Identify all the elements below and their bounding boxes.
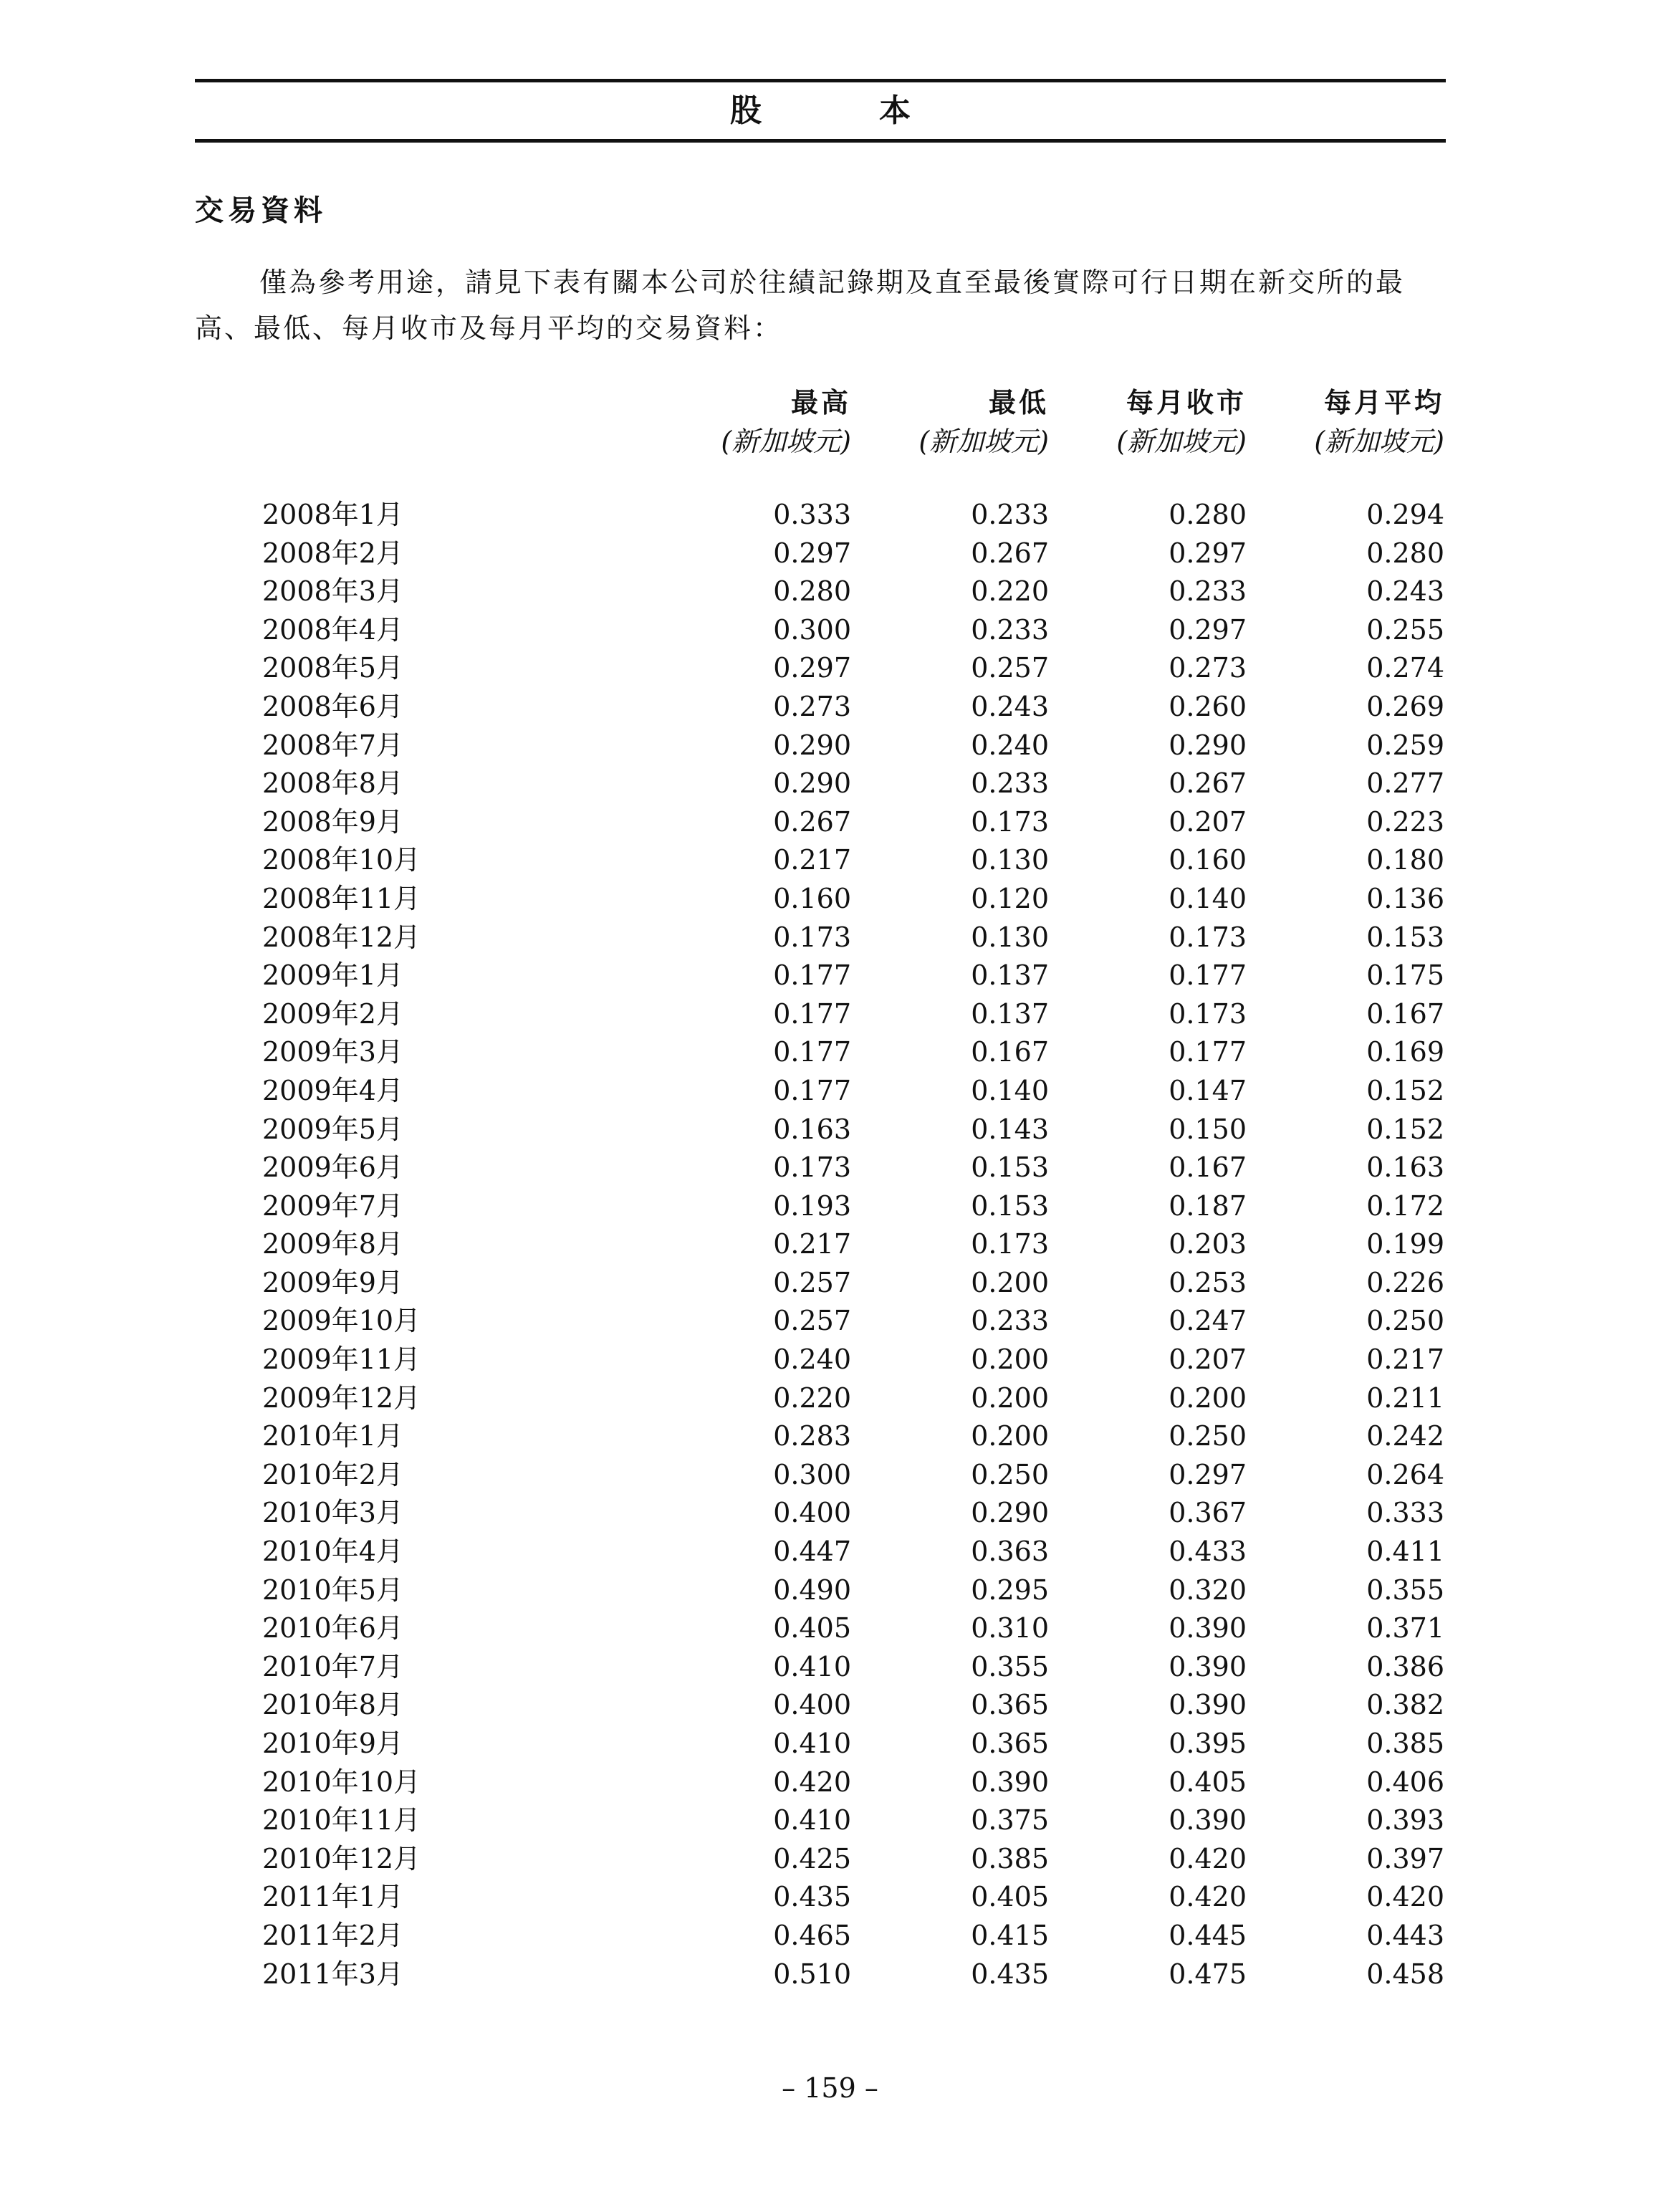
high-cell: 0.217 bbox=[773, 844, 851, 876]
table-row bbox=[195, 1302, 1446, 1341]
month-cell: 2011年2月 bbox=[262, 1919, 403, 1951]
table-row bbox=[195, 1072, 1446, 1111]
table-row bbox=[195, 1417, 1446, 1456]
header-top-rule bbox=[195, 79, 1446, 82]
low-cell: 0.363 bbox=[971, 1536, 1049, 1568]
close-cell: 0.395 bbox=[1169, 1728, 1247, 1759]
low-cell: 0.365 bbox=[971, 1728, 1049, 1759]
month-cell: 2010年5月 bbox=[262, 1574, 403, 1606]
month-cell: 2008年5月 bbox=[262, 652, 403, 684]
close-cell: 0.167 bbox=[1169, 1152, 1247, 1184]
low-cell: 0.290 bbox=[971, 1497, 1049, 1529]
month-cell: 2008年8月 bbox=[262, 767, 403, 800]
month-cell: 2009年6月 bbox=[262, 1152, 403, 1184]
average-cell: 0.411 bbox=[1366, 1536, 1444, 1568]
month-cell: 2010年8月 bbox=[262, 1689, 403, 1721]
table-row bbox=[195, 1187, 1446, 1226]
high-cell: 0.420 bbox=[773, 1766, 851, 1798]
low-cell: 0.385 bbox=[971, 1842, 1049, 1875]
close-cell: 0.420 bbox=[1169, 1842, 1247, 1875]
month-cell: 2008年6月 bbox=[262, 690, 403, 722]
table-row bbox=[195, 1033, 1446, 1072]
table-header-row bbox=[195, 381, 1446, 424]
high-cell: 0.400 bbox=[773, 1497, 851, 1529]
month-cell: 2009年4月 bbox=[262, 1074, 403, 1106]
month-cell: 2010年9月 bbox=[262, 1728, 403, 1759]
month-cell: 2009年12月 bbox=[262, 1382, 421, 1414]
table-row bbox=[195, 1264, 1446, 1303]
close-cell: 0.290 bbox=[1169, 729, 1247, 761]
low-cell: 0.257 bbox=[971, 652, 1049, 684]
month-cell: 2008年11月 bbox=[262, 882, 421, 914]
average-cell: 0.175 bbox=[1366, 959, 1444, 992]
month-cell: 2008年4月 bbox=[262, 613, 403, 646]
unit-average: (新加坡元) bbox=[1314, 426, 1444, 457]
high-cell: 0.410 bbox=[773, 1650, 851, 1682]
low-cell: 0.200 bbox=[971, 1266, 1049, 1298]
high-cell: 0.447 bbox=[773, 1536, 851, 1568]
high-cell: 0.177 bbox=[773, 959, 851, 992]
low-cell: 0.143 bbox=[971, 1113, 1049, 1145]
table-row bbox=[195, 1725, 1446, 1763]
table-row bbox=[195, 1341, 1446, 1379]
average-cell: 0.294 bbox=[1366, 499, 1444, 530]
average-cell: 0.153 bbox=[1366, 921, 1444, 953]
month-cell: 2008年3月 bbox=[262, 575, 403, 608]
table-row bbox=[195, 1225, 1446, 1264]
average-cell: 0.333 bbox=[1366, 1497, 1444, 1529]
low-cell: 0.435 bbox=[971, 1958, 1049, 1990]
month-cell: 2008年7月 bbox=[262, 729, 403, 761]
low-cell: 0.250 bbox=[971, 1458, 1049, 1490]
high-cell: 0.425 bbox=[773, 1842, 851, 1875]
table-row bbox=[195, 841, 1446, 880]
close-cell: 0.390 bbox=[1169, 1612, 1247, 1644]
low-cell: 0.137 bbox=[971, 959, 1049, 992]
average-cell: 0.250 bbox=[1366, 1305, 1444, 1337]
low-cell: 0.233 bbox=[971, 767, 1049, 800]
high-cell: 0.297 bbox=[773, 652, 851, 684]
high-cell: 0.300 bbox=[773, 613, 851, 646]
close-cell: 0.273 bbox=[1169, 652, 1247, 684]
high-cell: 0.173 bbox=[773, 921, 851, 953]
low-cell: 0.405 bbox=[971, 1881, 1049, 1913]
table-row bbox=[195, 496, 1446, 535]
close-cell: 0.260 bbox=[1169, 690, 1247, 722]
close-cell: 0.390 bbox=[1169, 1650, 1247, 1682]
average-cell: 0.211 bbox=[1366, 1382, 1444, 1414]
average-cell: 0.172 bbox=[1366, 1189, 1444, 1222]
table-row bbox=[195, 1609, 1446, 1648]
month-cell: 2010年11月 bbox=[262, 1804, 421, 1837]
table-row bbox=[195, 1840, 1446, 1879]
close-cell: 0.187 bbox=[1169, 1189, 1247, 1222]
month-cell: 2010年10月 bbox=[262, 1766, 421, 1798]
average-cell: 0.199 bbox=[1366, 1228, 1444, 1260]
month-cell: 2009年7月 bbox=[262, 1189, 403, 1222]
table-unit-row bbox=[195, 420, 1446, 463]
close-cell: 0.280 bbox=[1169, 499, 1247, 530]
close-cell: 0.390 bbox=[1169, 1689, 1247, 1721]
table-row bbox=[195, 1149, 1446, 1187]
low-cell: 0.267 bbox=[971, 537, 1049, 569]
month-cell: 2009年1月 bbox=[262, 959, 403, 992]
page-number: – 159 – bbox=[782, 2072, 878, 2104]
average-cell: 0.169 bbox=[1366, 1036, 1444, 1068]
table-row bbox=[195, 957, 1446, 995]
average-cell: 0.386 bbox=[1366, 1650, 1444, 1682]
average-cell: 0.243 bbox=[1366, 575, 1444, 608]
table-row bbox=[195, 1878, 1446, 1917]
low-cell: 0.153 bbox=[971, 1152, 1049, 1184]
header-close: 每月收市 bbox=[1126, 386, 1247, 418]
high-cell: 0.240 bbox=[773, 1344, 851, 1376]
table-row bbox=[195, 1379, 1446, 1418]
high-cell: 0.290 bbox=[773, 729, 851, 761]
close-cell: 0.297 bbox=[1169, 613, 1247, 646]
average-cell: 0.443 bbox=[1366, 1919, 1444, 1951]
low-cell: 0.375 bbox=[971, 1804, 1049, 1837]
low-cell: 0.310 bbox=[971, 1612, 1049, 1644]
page-header-title: 股 本 bbox=[730, 92, 954, 129]
low-cell: 0.240 bbox=[971, 729, 1049, 761]
unit-close: (新加坡元) bbox=[1116, 426, 1247, 457]
close-cell: 0.147 bbox=[1169, 1074, 1247, 1106]
high-cell: 0.333 bbox=[773, 499, 851, 530]
average-cell: 0.264 bbox=[1366, 1458, 1444, 1490]
close-cell: 0.320 bbox=[1169, 1574, 1247, 1606]
close-cell: 0.173 bbox=[1169, 921, 1247, 953]
close-cell: 0.207 bbox=[1169, 805, 1247, 838]
high-cell: 0.163 bbox=[773, 1113, 851, 1145]
unit-high: (新加坡元) bbox=[721, 426, 851, 457]
month-cell: 2008年1月 bbox=[262, 499, 403, 530]
table-row bbox=[195, 803, 1446, 842]
close-cell: 0.253 bbox=[1169, 1266, 1247, 1298]
high-cell: 0.290 bbox=[773, 767, 851, 800]
table-row bbox=[195, 1955, 1446, 1994]
table-row bbox=[195, 649, 1446, 688]
average-cell: 0.269 bbox=[1366, 690, 1444, 722]
month-cell: 2009年10月 bbox=[262, 1305, 421, 1337]
close-cell: 0.420 bbox=[1169, 1881, 1247, 1913]
unit-low: (新加坡元) bbox=[918, 426, 1049, 457]
close-cell: 0.267 bbox=[1169, 767, 1247, 800]
low-cell: 0.415 bbox=[971, 1919, 1049, 1951]
month-cell: 2008年10月 bbox=[262, 844, 421, 876]
average-cell: 0.382 bbox=[1366, 1689, 1444, 1721]
average-cell: 0.226 bbox=[1366, 1266, 1444, 1298]
high-cell: 0.435 bbox=[773, 1881, 851, 1913]
table-row bbox=[195, 727, 1446, 765]
section-title: 交易資料 bbox=[195, 193, 327, 227]
average-cell: 0.163 bbox=[1366, 1152, 1444, 1184]
low-cell: 0.355 bbox=[971, 1650, 1049, 1682]
month-cell: 2010年1月 bbox=[262, 1420, 403, 1452]
close-cell: 0.297 bbox=[1169, 1458, 1247, 1490]
high-cell: 0.410 bbox=[773, 1728, 851, 1759]
month-cell: 2009年2月 bbox=[262, 997, 403, 1030]
table-row bbox=[195, 1763, 1446, 1802]
close-cell: 0.203 bbox=[1169, 1228, 1247, 1260]
table-row bbox=[195, 1917, 1446, 1955]
low-cell: 0.233 bbox=[971, 1305, 1049, 1337]
high-cell: 0.280 bbox=[773, 575, 851, 608]
table-row bbox=[195, 573, 1446, 611]
low-cell: 0.140 bbox=[971, 1074, 1049, 1106]
table-row bbox=[195, 611, 1446, 650]
average-cell: 0.371 bbox=[1366, 1612, 1444, 1644]
close-cell: 0.173 bbox=[1169, 997, 1247, 1030]
low-cell: 0.233 bbox=[971, 613, 1049, 646]
high-cell: 0.160 bbox=[773, 882, 851, 914]
month-cell: 2008年2月 bbox=[262, 537, 403, 569]
high-cell: 0.177 bbox=[773, 1036, 851, 1068]
low-cell: 0.233 bbox=[971, 499, 1049, 530]
close-cell: 0.160 bbox=[1169, 844, 1247, 876]
close-cell: 0.207 bbox=[1169, 1344, 1247, 1376]
table-row bbox=[195, 1801, 1446, 1840]
low-cell: 0.200 bbox=[971, 1344, 1049, 1376]
average-cell: 0.242 bbox=[1366, 1420, 1444, 1452]
low-cell: 0.137 bbox=[971, 997, 1049, 1030]
month-cell: 2009年8月 bbox=[262, 1228, 403, 1260]
average-cell: 0.397 bbox=[1366, 1842, 1444, 1875]
month-cell: 2009年3月 bbox=[262, 1036, 403, 1068]
close-cell: 0.297 bbox=[1169, 537, 1247, 569]
table-row bbox=[195, 535, 1446, 573]
low-cell: 0.130 bbox=[971, 844, 1049, 876]
high-cell: 0.220 bbox=[773, 1382, 851, 1414]
average-cell: 0.152 bbox=[1366, 1074, 1444, 1106]
trading-data-table bbox=[195, 496, 1446, 1993]
high-cell: 0.193 bbox=[773, 1189, 851, 1222]
low-cell: 0.130 bbox=[971, 921, 1049, 953]
low-cell: 0.295 bbox=[971, 1574, 1049, 1606]
average-cell: 0.152 bbox=[1366, 1113, 1444, 1145]
average-cell: 0.223 bbox=[1366, 805, 1444, 838]
high-cell: 0.177 bbox=[773, 1074, 851, 1106]
table-row bbox=[195, 1456, 1446, 1495]
high-cell: 0.490 bbox=[773, 1574, 851, 1606]
close-cell: 0.247 bbox=[1169, 1305, 1247, 1337]
average-cell: 0.385 bbox=[1366, 1728, 1444, 1759]
low-cell: 0.200 bbox=[971, 1382, 1049, 1414]
average-cell: 0.274 bbox=[1366, 652, 1444, 684]
high-cell: 0.410 bbox=[773, 1804, 851, 1837]
close-cell: 0.475 bbox=[1169, 1958, 1247, 1990]
high-cell: 0.400 bbox=[773, 1689, 851, 1721]
average-cell: 0.393 bbox=[1366, 1804, 1444, 1837]
low-cell: 0.173 bbox=[971, 805, 1049, 838]
month-cell: 2009年5月 bbox=[262, 1113, 403, 1145]
high-cell: 0.300 bbox=[773, 1458, 851, 1490]
low-cell: 0.200 bbox=[971, 1420, 1049, 1452]
month-cell: 2008年9月 bbox=[262, 805, 403, 838]
table-row bbox=[195, 1111, 1446, 1149]
average-cell: 0.259 bbox=[1366, 729, 1444, 761]
average-cell: 0.355 bbox=[1366, 1574, 1444, 1606]
close-cell: 0.177 bbox=[1169, 959, 1247, 992]
close-cell: 0.445 bbox=[1169, 1919, 1247, 1951]
high-cell: 0.405 bbox=[773, 1612, 851, 1644]
month-cell: 2010年4月 bbox=[262, 1536, 403, 1568]
average-cell: 0.136 bbox=[1366, 882, 1444, 914]
table-row bbox=[195, 765, 1446, 803]
close-cell: 0.367 bbox=[1169, 1497, 1247, 1529]
high-cell: 0.510 bbox=[773, 1958, 851, 1990]
average-cell: 0.458 bbox=[1366, 1958, 1444, 1990]
header-low: 最低 bbox=[988, 386, 1049, 418]
month-cell: 2011年3月 bbox=[262, 1958, 403, 1990]
low-cell: 0.120 bbox=[971, 882, 1049, 914]
close-cell: 0.177 bbox=[1169, 1036, 1247, 1068]
header-average: 每月平均 bbox=[1323, 386, 1444, 418]
low-cell: 0.365 bbox=[971, 1689, 1049, 1721]
month-cell: 2009年11月 bbox=[262, 1344, 421, 1376]
average-cell: 0.167 bbox=[1366, 997, 1444, 1030]
average-cell: 0.180 bbox=[1366, 844, 1444, 876]
month-cell: 2009年9月 bbox=[262, 1266, 403, 1298]
close-cell: 0.390 bbox=[1169, 1804, 1247, 1837]
table-row bbox=[195, 1533, 1446, 1571]
table-row bbox=[195, 880, 1446, 919]
header-high: 最高 bbox=[790, 386, 851, 418]
average-cell: 0.420 bbox=[1366, 1881, 1444, 1913]
close-cell: 0.250 bbox=[1169, 1420, 1247, 1452]
average-cell: 0.406 bbox=[1366, 1766, 1444, 1798]
table-row bbox=[195, 1571, 1446, 1610]
low-cell: 0.390 bbox=[971, 1766, 1049, 1798]
high-cell: 0.297 bbox=[773, 537, 851, 569]
close-cell: 0.405 bbox=[1169, 1766, 1247, 1798]
table-row bbox=[195, 995, 1446, 1034]
high-cell: 0.173 bbox=[773, 1152, 851, 1184]
close-cell: 0.140 bbox=[1169, 882, 1247, 914]
close-cell: 0.200 bbox=[1169, 1382, 1247, 1414]
high-cell: 0.283 bbox=[773, 1420, 851, 1452]
high-cell: 0.267 bbox=[773, 805, 851, 838]
high-cell: 0.257 bbox=[773, 1305, 851, 1337]
average-cell: 0.277 bbox=[1366, 767, 1444, 800]
close-cell: 0.233 bbox=[1169, 575, 1247, 608]
month-cell: 2010年2月 bbox=[262, 1458, 403, 1490]
header-bottom-rule bbox=[195, 139, 1446, 143]
table-row bbox=[195, 1686, 1446, 1725]
month-cell: 2010年12月 bbox=[262, 1842, 421, 1875]
month-cell: 2010年6月 bbox=[262, 1612, 403, 1644]
high-cell: 0.177 bbox=[773, 997, 851, 1030]
high-cell: 0.217 bbox=[773, 1228, 851, 1260]
high-cell: 0.273 bbox=[773, 690, 851, 722]
average-cell: 0.255 bbox=[1366, 613, 1444, 646]
average-cell: 0.217 bbox=[1366, 1344, 1444, 1376]
low-cell: 0.153 bbox=[971, 1189, 1049, 1222]
month-cell: 2010年7月 bbox=[262, 1650, 403, 1682]
intro-paragraph: 僅為參考用途，請見下表有關本公司於往績記錄期及直至最後實際可行日期在新交所的最高、最低、每月收市及每月平均的交易資料： bbox=[195, 267, 1406, 344]
close-cell: 0.433 bbox=[1169, 1536, 1247, 1568]
table-row bbox=[195, 1648, 1446, 1687]
average-cell: 0.280 bbox=[1366, 537, 1444, 569]
close-cell: 0.150 bbox=[1169, 1113, 1247, 1145]
low-cell: 0.220 bbox=[971, 575, 1049, 608]
low-cell: 0.173 bbox=[971, 1228, 1049, 1260]
month-cell: 2011年1月 bbox=[262, 1881, 403, 1913]
high-cell: 0.465 bbox=[773, 1919, 851, 1951]
table-row bbox=[195, 1494, 1446, 1533]
low-cell: 0.167 bbox=[971, 1036, 1049, 1068]
month-cell: 2008年12月 bbox=[262, 921, 421, 953]
month-cell: 2010年3月 bbox=[262, 1497, 403, 1529]
low-cell: 0.243 bbox=[971, 690, 1049, 722]
table-row bbox=[195, 919, 1446, 957]
table-row bbox=[195, 688, 1446, 727]
high-cell: 0.257 bbox=[773, 1266, 851, 1298]
